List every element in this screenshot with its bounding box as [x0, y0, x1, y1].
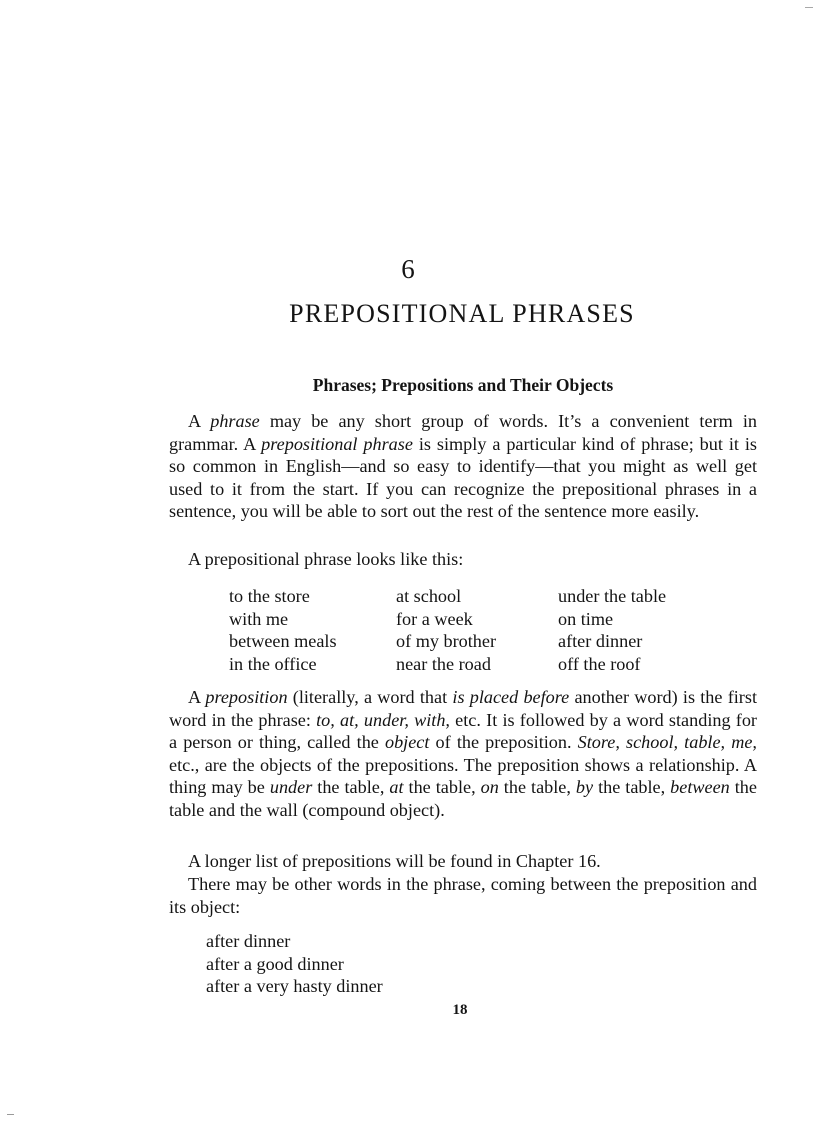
text-run: of the preposition. — [429, 732, 578, 753]
paragraph-chapter-reference — [169, 850, 757, 873]
text-run: the table, — [312, 777, 390, 798]
table-cell: off the roof — [558, 653, 641, 674]
table-cell: in the office — [229, 653, 317, 674]
example-under: under — [269, 777, 313, 798]
term-object: object — [384, 732, 430, 753]
example-objects: Store, school, table, me, — [577, 732, 757, 753]
paragraph-text — [169, 410, 757, 523]
table-cell: at school — [396, 586, 462, 606]
term-prepositional-phrase: prepositional phrase — [261, 433, 413, 454]
text-run: the table, — [593, 777, 671, 798]
example-by: by — [575, 777, 594, 798]
table-row — [229, 608, 718, 631]
text-run: the table, — [498, 777, 576, 798]
text-run: is simply a particular kind of phrase; but it is so common in English—and so easy to identify—that you might as well get used to it from the start. If you can recognize the prepositional phrases in a sentence, you will be able to sort out the rest of the sentence more easily. — [169, 433, 757, 522]
table-cell: of my brother — [396, 631, 497, 651]
list-item: after a very hasty dinner — [206, 976, 383, 996]
table-cell: after dinner — [558, 631, 643, 651]
text-run: A — [188, 687, 206, 707]
text-run: another word) is the first word in the phrase: — [169, 687, 757, 730]
scan-edge-mark — [805, 7, 813, 8]
text-run: the table, — [403, 777, 481, 798]
paragraph-text: A prepositional phrase looks like this: — [188, 549, 464, 569]
scan-edge-mark — [7, 1114, 14, 1115]
table-cell: for a week — [396, 608, 473, 629]
text-run: A — [188, 411, 211, 431]
emphasis-is-placed-before: is placed before — [452, 687, 570, 707]
table-cell: to the store — [229, 586, 310, 606]
example-prepositions: to, at, under, with, — [316, 709, 450, 730]
term-phrase: phrase — [210, 411, 260, 431]
text-run: the table and the wall (compound object). — [169, 777, 757, 820]
table-cell: with me — [229, 608, 289, 629]
paragraph-phrase-definition — [169, 410, 757, 523]
paragraph-text: There may be other words in the phrase, coming between the preposition and its object: — [169, 874, 757, 917]
phrase-examples-table — [229, 585, 718, 675]
term-preposition: preposition — [205, 687, 288, 707]
text-run: etc. It is followed by a word standing for a person or thing, called the — [169, 709, 757, 753]
page-number: 18 — [452, 1002, 468, 1018]
chapter-number: 6 — [401, 254, 415, 284]
chapter-title: PREPOSITIONAL PHRASES — [289, 299, 635, 328]
list-item: after a good dinner — [206, 953, 344, 974]
table-cell: under the table — [558, 586, 667, 606]
section-heading: Phrases; Prepositions and Their Objects — [312, 375, 614, 395]
table-cell: near the road — [396, 653, 491, 674]
text-run: etc., are the objects of the prepositions. The preposition shows a relationship. A thing may be — [169, 754, 757, 798]
table-row — [229, 653, 718, 676]
paragraph-text — [169, 686, 757, 822]
paragraph-preposition-definition — [169, 686, 757, 822]
text-run: (literally, a word that — [287, 687, 453, 707]
table-cell: between meals — [229, 631, 337, 651]
example-between: between — [670, 777, 730, 798]
paragraph-other-words — [169, 873, 757, 918]
list-item: after dinner — [206, 931, 291, 951]
text-run: may be any short group of words. It’s a convenient term in grammar. A — [169, 411, 757, 454]
paragraph-text: A longer list of prepositions will be found in Chapter 16. — [188, 851, 601, 871]
table-cell: on time — [558, 608, 614, 629]
paragraph-example-intro — [169, 548, 757, 571]
example-on: on — [480, 777, 499, 798]
table-row — [229, 585, 718, 608]
example-at: at — [389, 777, 404, 798]
table-row — [229, 630, 718, 653]
example-phrase-list — [206, 930, 383, 998]
